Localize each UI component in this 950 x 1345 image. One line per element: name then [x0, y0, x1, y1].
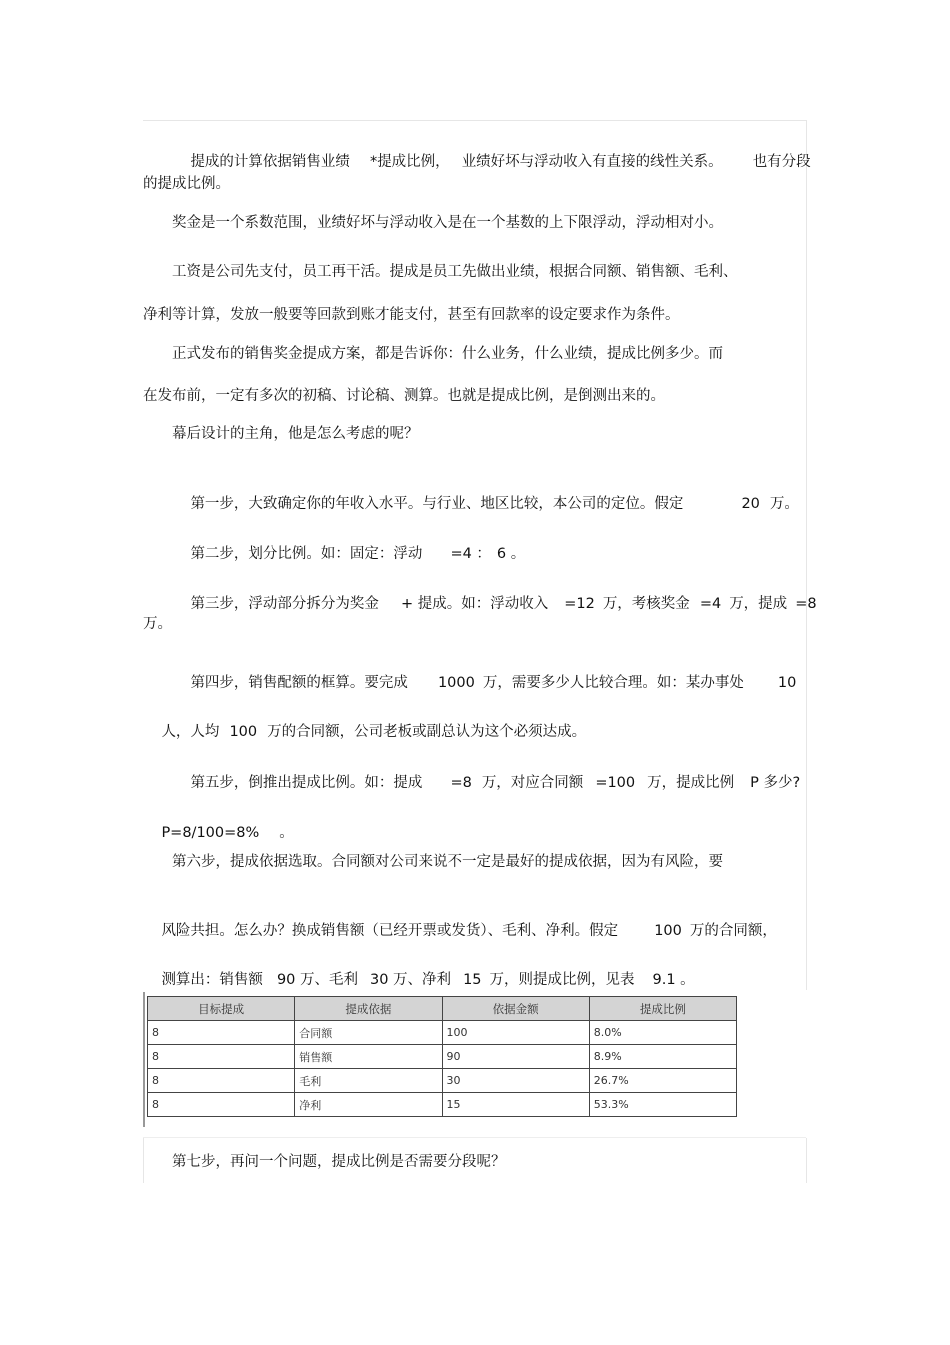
content-frame-left: [143, 1138, 144, 1183]
text-seg: + 提成。如：浮动收入: [400, 596, 549, 612]
text-line: 的提成比例。: [143, 176, 230, 192]
table-header: 提成依据: [295, 997, 442, 1021]
text-seg: 万。: [769, 496, 799, 512]
text-seg: 万的合同额，公司老板或副总认为这个必须达成。: [267, 724, 587, 740]
text-line: 净利等计算，发放一般要等回款到账才能支付，甚至有回款率的设定要求作为条件。: [143, 307, 680, 323]
table-cell: 8: [148, 1045, 295, 1069]
text-seg: 第二步，划分比例。如：固定：浮动: [190, 546, 423, 562]
text-seg: 1000: [437, 675, 475, 691]
table-cell: 8.9%: [589, 1045, 736, 1069]
content-frame-top: [143, 1137, 806, 1138]
text-seg: 30 万、净利: [370, 972, 452, 988]
text-line: 万。: [143, 616, 172, 632]
table-cell: 毛利: [295, 1069, 442, 1093]
table-cell: 100: [442, 1021, 589, 1045]
text-seg: 提成的计算依据销售业绩: [190, 154, 350, 170]
text-seg: 万，则提成比例，见表: [489, 972, 635, 988]
table-cell: 合同额: [295, 1021, 442, 1045]
text-seg: 第一步，大致确定你的年收入水平。与行业、地区比较，本公司的定位。假定: [190, 496, 684, 512]
table-header: 提成比例: [589, 997, 736, 1021]
table-cell: 8: [148, 1021, 295, 1045]
text-seg: 9.1 。: [652, 972, 695, 988]
text-seg: 人，人均: [161, 724, 220, 740]
table-cell: 26.7%: [589, 1069, 736, 1093]
text-seg: *提成比例，: [369, 154, 450, 170]
text-seg: 业绩好坏与浮动收入有直接的线性关系。: [461, 154, 723, 170]
text-seg: 第三步，浮动部分拆分为奖金: [190, 596, 379, 612]
text-seg: 万，提成比例: [647, 775, 735, 791]
text-seg: P 多少?: [750, 775, 801, 791]
text-line: 正式发布的销售奖金提成方案，都是告诉你：什么业务，什么业绩，提成比例多少。而: [172, 346, 723, 362]
table-row: [148, 1093, 737, 1117]
table-cell: 8: [148, 1069, 295, 1093]
text-line: 幕后设计的主角，他是怎么考虑的呢？: [172, 426, 419, 442]
table-row: [148, 1045, 737, 1069]
table-row: [148, 1069, 737, 1093]
text-seg: 也有分段: [752, 154, 811, 170]
text-line: 第六步，提成依据选取。合同额对公司来说不一定是最好的提成依据，因为有风险，要: [172, 854, 723, 870]
text-seg: 10: [777, 675, 797, 691]
text-line: 奖金是一个系数范围，业绩好坏与浮动收入是在一个基数的上下限浮动，浮动相对小。: [172, 215, 723, 231]
text-line: 工资是公司先支付，员工再干活。提成是员工先做出业绩，根据合同额、销售额、毛利、: [172, 264, 738, 280]
text-seg: 。: [279, 825, 294, 841]
text-seg: =4 ：: [450, 546, 491, 562]
text-line: 第七步，再问一个问题，提成比例是否需要分段呢？: [172, 1154, 506, 1170]
text-seg: =4: [699, 596, 722, 612]
content-frame-top: [143, 120, 806, 121]
text-seg: P=8/100=8%: [161, 825, 260, 841]
text-seg: =100: [595, 775, 636, 791]
table-header: 依据金额: [442, 997, 589, 1021]
text-seg: 6 。: [496, 546, 526, 562]
text-seg: =8: [795, 596, 817, 612]
text-seg: =12: [564, 596, 595, 612]
text-seg: 第四步，销售配额的框算。要完成: [190, 675, 408, 691]
table-cell: 8.0%: [589, 1021, 736, 1045]
table-row: [148, 1021, 737, 1045]
text-seg: 万，对应合同额: [481, 775, 584, 791]
text-seg: 90 万、毛利: [276, 972, 358, 988]
text-line: [172, 132, 811, 192]
table-cell: 53.3%: [589, 1093, 736, 1117]
text-seg: 万，提成: [729, 596, 788, 612]
content-frame-right: [806, 120, 807, 990]
table-cell: 30: [442, 1069, 589, 1093]
text-seg: 风险共担。怎么办？换成销售额（已经开票或发货）、毛利、净利。假定: [161, 923, 619, 939]
text-seg: 第五步，倒推出提成比例。如：提成: [190, 775, 423, 791]
text-seg: 万的合同额，: [689, 923, 777, 939]
text-line: 在发布前，一定有多次的初稿、讨论稿、测算。也就是提成比例，是倒测出来的。: [143, 388, 665, 404]
content-frame-right: [806, 1138, 807, 1183]
table-cell: 净利: [295, 1093, 442, 1117]
commission-table: [147, 996, 737, 1117]
text-seg: 万，考核奖金: [602, 596, 690, 612]
text-seg: 20: [741, 496, 760, 512]
text-line: [172, 574, 817, 634]
table-cell: 15: [442, 1093, 589, 1117]
table-cell: 90: [442, 1045, 589, 1069]
text-seg: 万，需要多少人比较合理。如：某办事处: [482, 675, 744, 691]
table-left-edge: [143, 992, 145, 1127]
text-seg: 15: [463, 972, 482, 988]
text-seg: =8: [450, 775, 472, 791]
text-seg: 100: [229, 724, 258, 740]
table-cell: 销售额: [295, 1045, 442, 1069]
table-header: 目标提成: [148, 997, 295, 1021]
table-cell: 8: [148, 1093, 295, 1117]
text-seg: 100: [654, 923, 682, 939]
table-header-row: [148, 997, 737, 1021]
text-seg: 测算出：销售额: [161, 972, 263, 988]
